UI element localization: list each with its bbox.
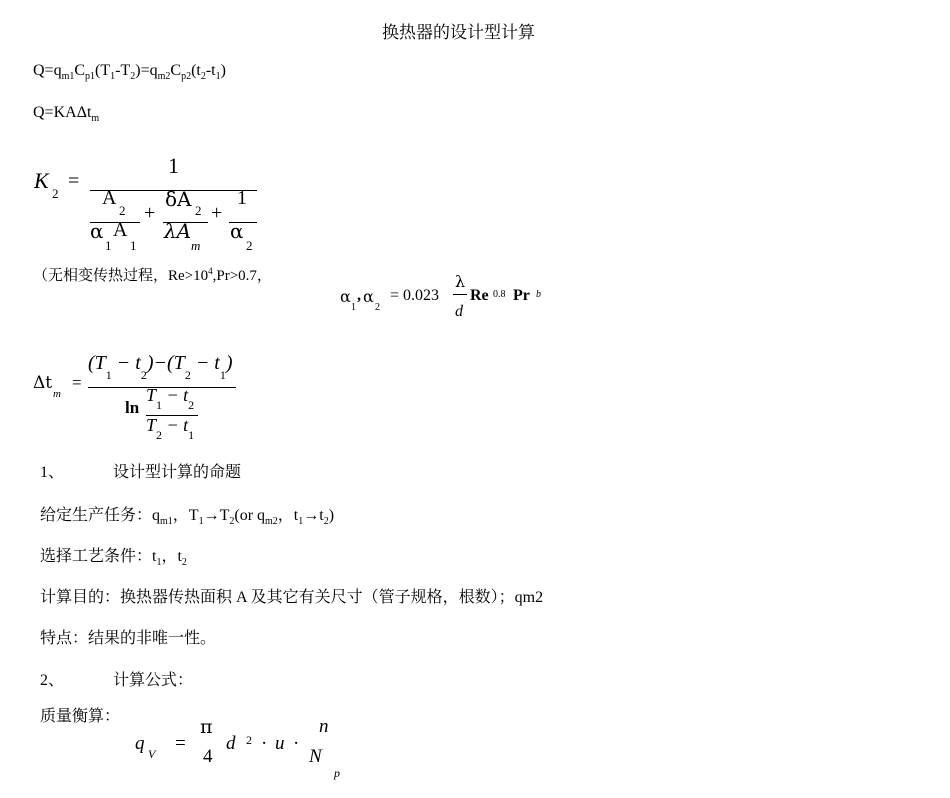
qv-four: 4 — [203, 746, 213, 767]
numerator-one: 1 — [168, 153, 179, 178]
alpha-eq-s2: 2 — [375, 302, 380, 313]
qv-dot-1: · — [261, 733, 268, 754]
alpha-eq-d: d — [455, 303, 463, 320]
k-subscript: 2 — [52, 186, 59, 201]
equals-sign: = — [68, 170, 80, 192]
process-conditions-line: 选择工艺条件：$t_1$，$t_2$ — [40, 548, 187, 568]
lambda-a: λA — [164, 219, 192, 243]
feature-line: 特点：结果的非唯一性。 — [40, 630, 217, 647]
a-1: A — [113, 219, 128, 241]
qv-pi: π — [200, 716, 213, 738]
dtm-numerator: $(T_1 - t_2)-(T_2 - t_1)$ — [88, 352, 233, 382]
section-2-heading: 计算公式： — [113, 672, 194, 689]
alpha-eq-coef: = 0.023 — [390, 287, 440, 304]
qv-N: N — [309, 746, 322, 767]
qv-equals: = — [175, 733, 186, 754]
qv-d: d — [226, 733, 236, 754]
dtm-equals: = — [72, 373, 82, 392]
dtm-symbol: Δt — [33, 373, 53, 393]
term-a: A — [102, 187, 117, 209]
mass-balance-label: 质量衡算： — [40, 708, 121, 725]
alpha-eq-pr: Pr — [513, 287, 530, 304]
qv-n: n — [319, 716, 329, 737]
alpha-eq-fraction-bar — [453, 294, 467, 295]
task-line: 给定生产任务：$q_{m1}$，$T_1\to T_2(or$ $q_{m2}$，$t_1\to t_2$) — [40, 507, 335, 527]
alpha-eq-a2: α — [363, 287, 374, 306]
qv-dot-2: · — [293, 733, 300, 754]
alpha-eq-exp: 0.8 — [493, 289, 506, 300]
heat-balance-equation: $Q=q_{m1}C_{p1}(T_1-T_2)=q_{m2}C_{p2}(t_2-t_1)$ — [33, 62, 226, 82]
page-title: 换热器的设计型计算 — [382, 23, 535, 42]
plus-sign-1: + — [144, 202, 156, 224]
qv-p: p — [334, 766, 340, 780]
alpha-eq-comma: , — [357, 287, 361, 304]
alpha-eq-s1: 1 — [351, 302, 356, 313]
alpha-eq-a1: α — [340, 287, 351, 306]
section-1-heading: 设计型计算的命题 — [113, 464, 242, 481]
plus-sign-2: + — [211, 202, 223, 224]
alpha-eq-b: b — [536, 289, 541, 300]
lambda-a-sub: m — [191, 238, 201, 253]
ln-denominator: $T_2 - t_1$ — [146, 415, 195, 442]
term-one: 1 — [237, 187, 247, 209]
section-1-number: 1、 — [40, 464, 65, 481]
ln-symbol: ln — [125, 398, 140, 417]
ln-numerator: $T_1 - t_2$ — [146, 385, 195, 412]
term-a-sub: 2 — [119, 203, 126, 218]
alpha-2-sub: 2 — [246, 238, 253, 253]
dtm-sub: m — [53, 388, 61, 400]
a-1-sub: 1 — [130, 238, 137, 253]
alpha-eq-lambda: λ — [455, 272, 466, 291]
k-symbol: K — [34, 168, 49, 193]
alpha-1-sub: 1 — [105, 238, 112, 253]
condition-text: （无相变传热过程，$Re>10^4,Pr>0.7$， — [33, 266, 272, 284]
purpose-line: 计算目的：换热器传热面积 A 及其它有关尺寸（管子规格，根数）；qm2 — [40, 589, 544, 606]
rate-equation: Q=KAΔt$_m$ — [33, 104, 100, 124]
qv-square: 2 — [246, 733, 252, 747]
term-delta-a-sub: 2 — [195, 203, 202, 218]
alpha-2: α — [230, 219, 244, 243]
term-delta-a: δA — [165, 187, 192, 211]
section-2-number: 2、 — [40, 672, 65, 689]
qv-sub: V — [148, 747, 156, 761]
qv-u: u — [275, 733, 285, 754]
alpha-eq-re: Re — [470, 287, 489, 304]
alpha-1: α — [90, 219, 104, 243]
qv-q: q — [135, 733, 145, 754]
